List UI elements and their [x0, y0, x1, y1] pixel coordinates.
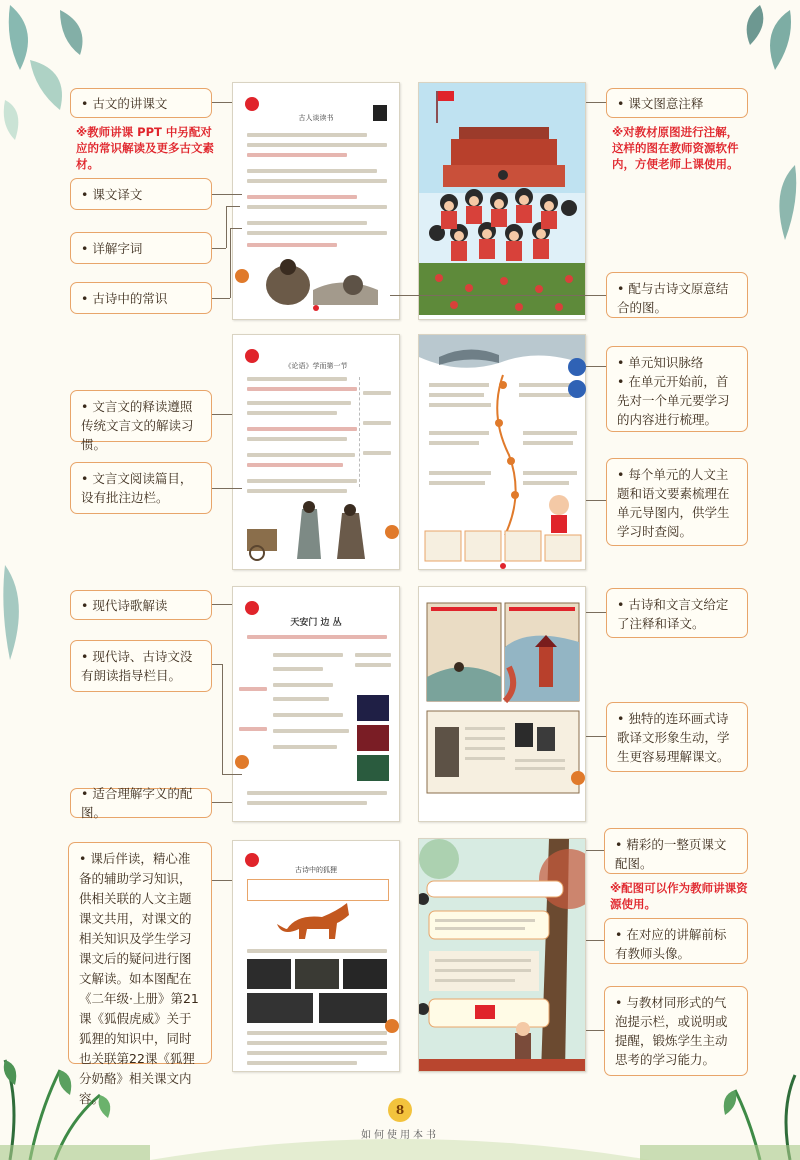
callout-text: • 古诗和文言文给定了注释和译文。 — [617, 597, 729, 631]
callout-after-class-reading — [68, 842, 212, 1106]
photo-4 — [247, 993, 313, 1023]
confucius-illustration — [247, 499, 387, 561]
callout-comic-translation — [606, 702, 748, 772]
thumbnail-illustration-tiananmen — [418, 82, 586, 320]
callout-unit-knowledge — [606, 346, 748, 432]
callout-translation — [70, 178, 212, 210]
note-teacher-ppt: ※教师讲课 PPT 中另配对应的常识解读及更多古文素材。 — [76, 125, 214, 171]
callout-text: • 课文译文 — [81, 186, 143, 202]
leaf-decoration-left — [0, 560, 40, 670]
callout-matching-image — [606, 272, 748, 318]
callout-text: • 古文的讲课文 — [81, 95, 168, 111]
footer-title: 如何使用本书 — [361, 1130, 439, 1141]
thumbnail-ancient-reading — [232, 82, 400, 320]
comic-poem-illustration — [419, 587, 586, 822]
callout-text: • 在单元开始前，首先对一个单元要学习的内容进行梳理。 — [617, 374, 730, 427]
callout-poem-knowledge — [70, 282, 212, 314]
note-teaching-resource: ※配图可以作为教师讲课资源使用。 — [610, 881, 748, 911]
page-marker — [235, 755, 249, 769]
thumbnail-title: 古人谈读书 — [298, 114, 334, 122]
callout-notes-translation — [606, 588, 748, 638]
lesson-badge — [245, 601, 259, 615]
photo-1 — [247, 959, 291, 989]
callout-classical-interpretation — [70, 390, 212, 452]
callout-full-page-image — [604, 828, 748, 874]
page-marker — [571, 771, 585, 785]
ink-image-1 — [357, 695, 389, 721]
thumbnail-comic-translation — [418, 586, 586, 822]
thumbnail-full-page-illustration — [418, 838, 586, 1072]
photo-5 — [319, 993, 387, 1023]
photo-2 — [295, 959, 339, 989]
callout-text: • 课文图意注释 — [617, 95, 704, 111]
scholar-illustration — [253, 255, 383, 310]
callout-annotation-sidebar — [70, 462, 212, 514]
callout-ancient-lesson — [70, 88, 212, 118]
photo-3 — [343, 959, 387, 989]
thumbnail-after-class-fox — [232, 840, 400, 1072]
callout-image-annotation — [606, 88, 748, 118]
thumbnail-title: 《论语》学而第一节 — [284, 362, 348, 370]
callout-text: • 每个单元的人文主题和语文要素梳理在单元导图内，供学生学习时查阅。 — [617, 467, 730, 539]
callout-teacher-avatar — [604, 918, 748, 964]
callout-modern-poem — [70, 590, 212, 620]
callout-text: • 文言文的释读遵照传统文言文的解读习惯。 — [81, 399, 194, 452]
thumbnail-classical-text — [232, 334, 400, 570]
lesson-badge — [245, 97, 259, 111]
thumbnail-modern-poem — [232, 586, 400, 822]
callout-text: • 文言文阅读篇目，设有批注边栏。 — [81, 471, 193, 505]
ink-image-3 — [357, 755, 389, 781]
thumbnail-title: 天安门 边 丛 — [290, 618, 342, 628]
teacher-avatar-icon — [373, 105, 387, 121]
callout-text: • 与教材同形式的气泡提示栏，或说明或提醒，锻炼学生主动思考的学习能力。 — [615, 995, 728, 1067]
unit-badge-blue-2 — [568, 380, 586, 398]
callout-text: • 古诗中的常识 — [81, 290, 168, 306]
page-marker — [385, 1019, 399, 1033]
callout-unit-theme — [606, 458, 748, 546]
callout-text: • 现代诗、古诗文没有朗读指导栏目。 — [81, 649, 193, 683]
callout-text: • 现代诗歌解读 — [81, 597, 168, 613]
thumbnail-title: 古诗中的狐狸 — [295, 866, 337, 874]
callout-text: • 详解字词 — [81, 240, 143, 256]
full-page-lesson-illustration — [419, 839, 586, 1072]
callout-text: • 精彩的一整页课文配图。 — [615, 837, 727, 871]
leaf-decoration-right — [760, 160, 800, 250]
callout-character-image — [70, 788, 212, 818]
fox-illustration — [277, 899, 357, 945]
unit-knowledge-map — [419, 335, 586, 570]
callout-reading-guidance — [70, 640, 212, 692]
note-resource-software: ※对教材原图进行注解，这样的图在教师资源软件内，方便老师上课使用。 — [612, 125, 739, 171]
tiananmen-children-illustration — [419, 83, 586, 320]
callout-word-explain — [70, 232, 212, 264]
callout-text: • 适合理解字义的配图。 — [81, 786, 193, 820]
unit-badge-blue — [568, 358, 586, 376]
callout-text: • 独特的连环画式诗歌译文形象生动，学生更容易理解课文。 — [617, 711, 730, 764]
ink-image-2 — [357, 725, 389, 751]
page-number: 8 — [388, 1098, 412, 1122]
callout-text: • 在对应的讲解前标有教师头像。 — [615, 927, 727, 961]
callout-text: • 单元知识脉络 — [617, 355, 704, 370]
callout-text: • 配与古诗文原意结合的图。 — [617, 281, 729, 315]
thumbnail-unit-map — [418, 334, 586, 570]
callout-bubble-prompt — [604, 986, 748, 1076]
page-marker — [235, 269, 249, 283]
page-marker — [385, 525, 399, 539]
callout-text: • 课后伴读，精心准备的辅助学习知识，供相关联的人文主题课文共用，对课文的相关知识及学生学习课文后的疑问进行图文解读。如本图配在《二年级·上册》第21课《狐假虎威》关于狐狸的知识中，同时也关联第22课《狐狸分奶酪》相关课文内容。 — [79, 851, 199, 1106]
